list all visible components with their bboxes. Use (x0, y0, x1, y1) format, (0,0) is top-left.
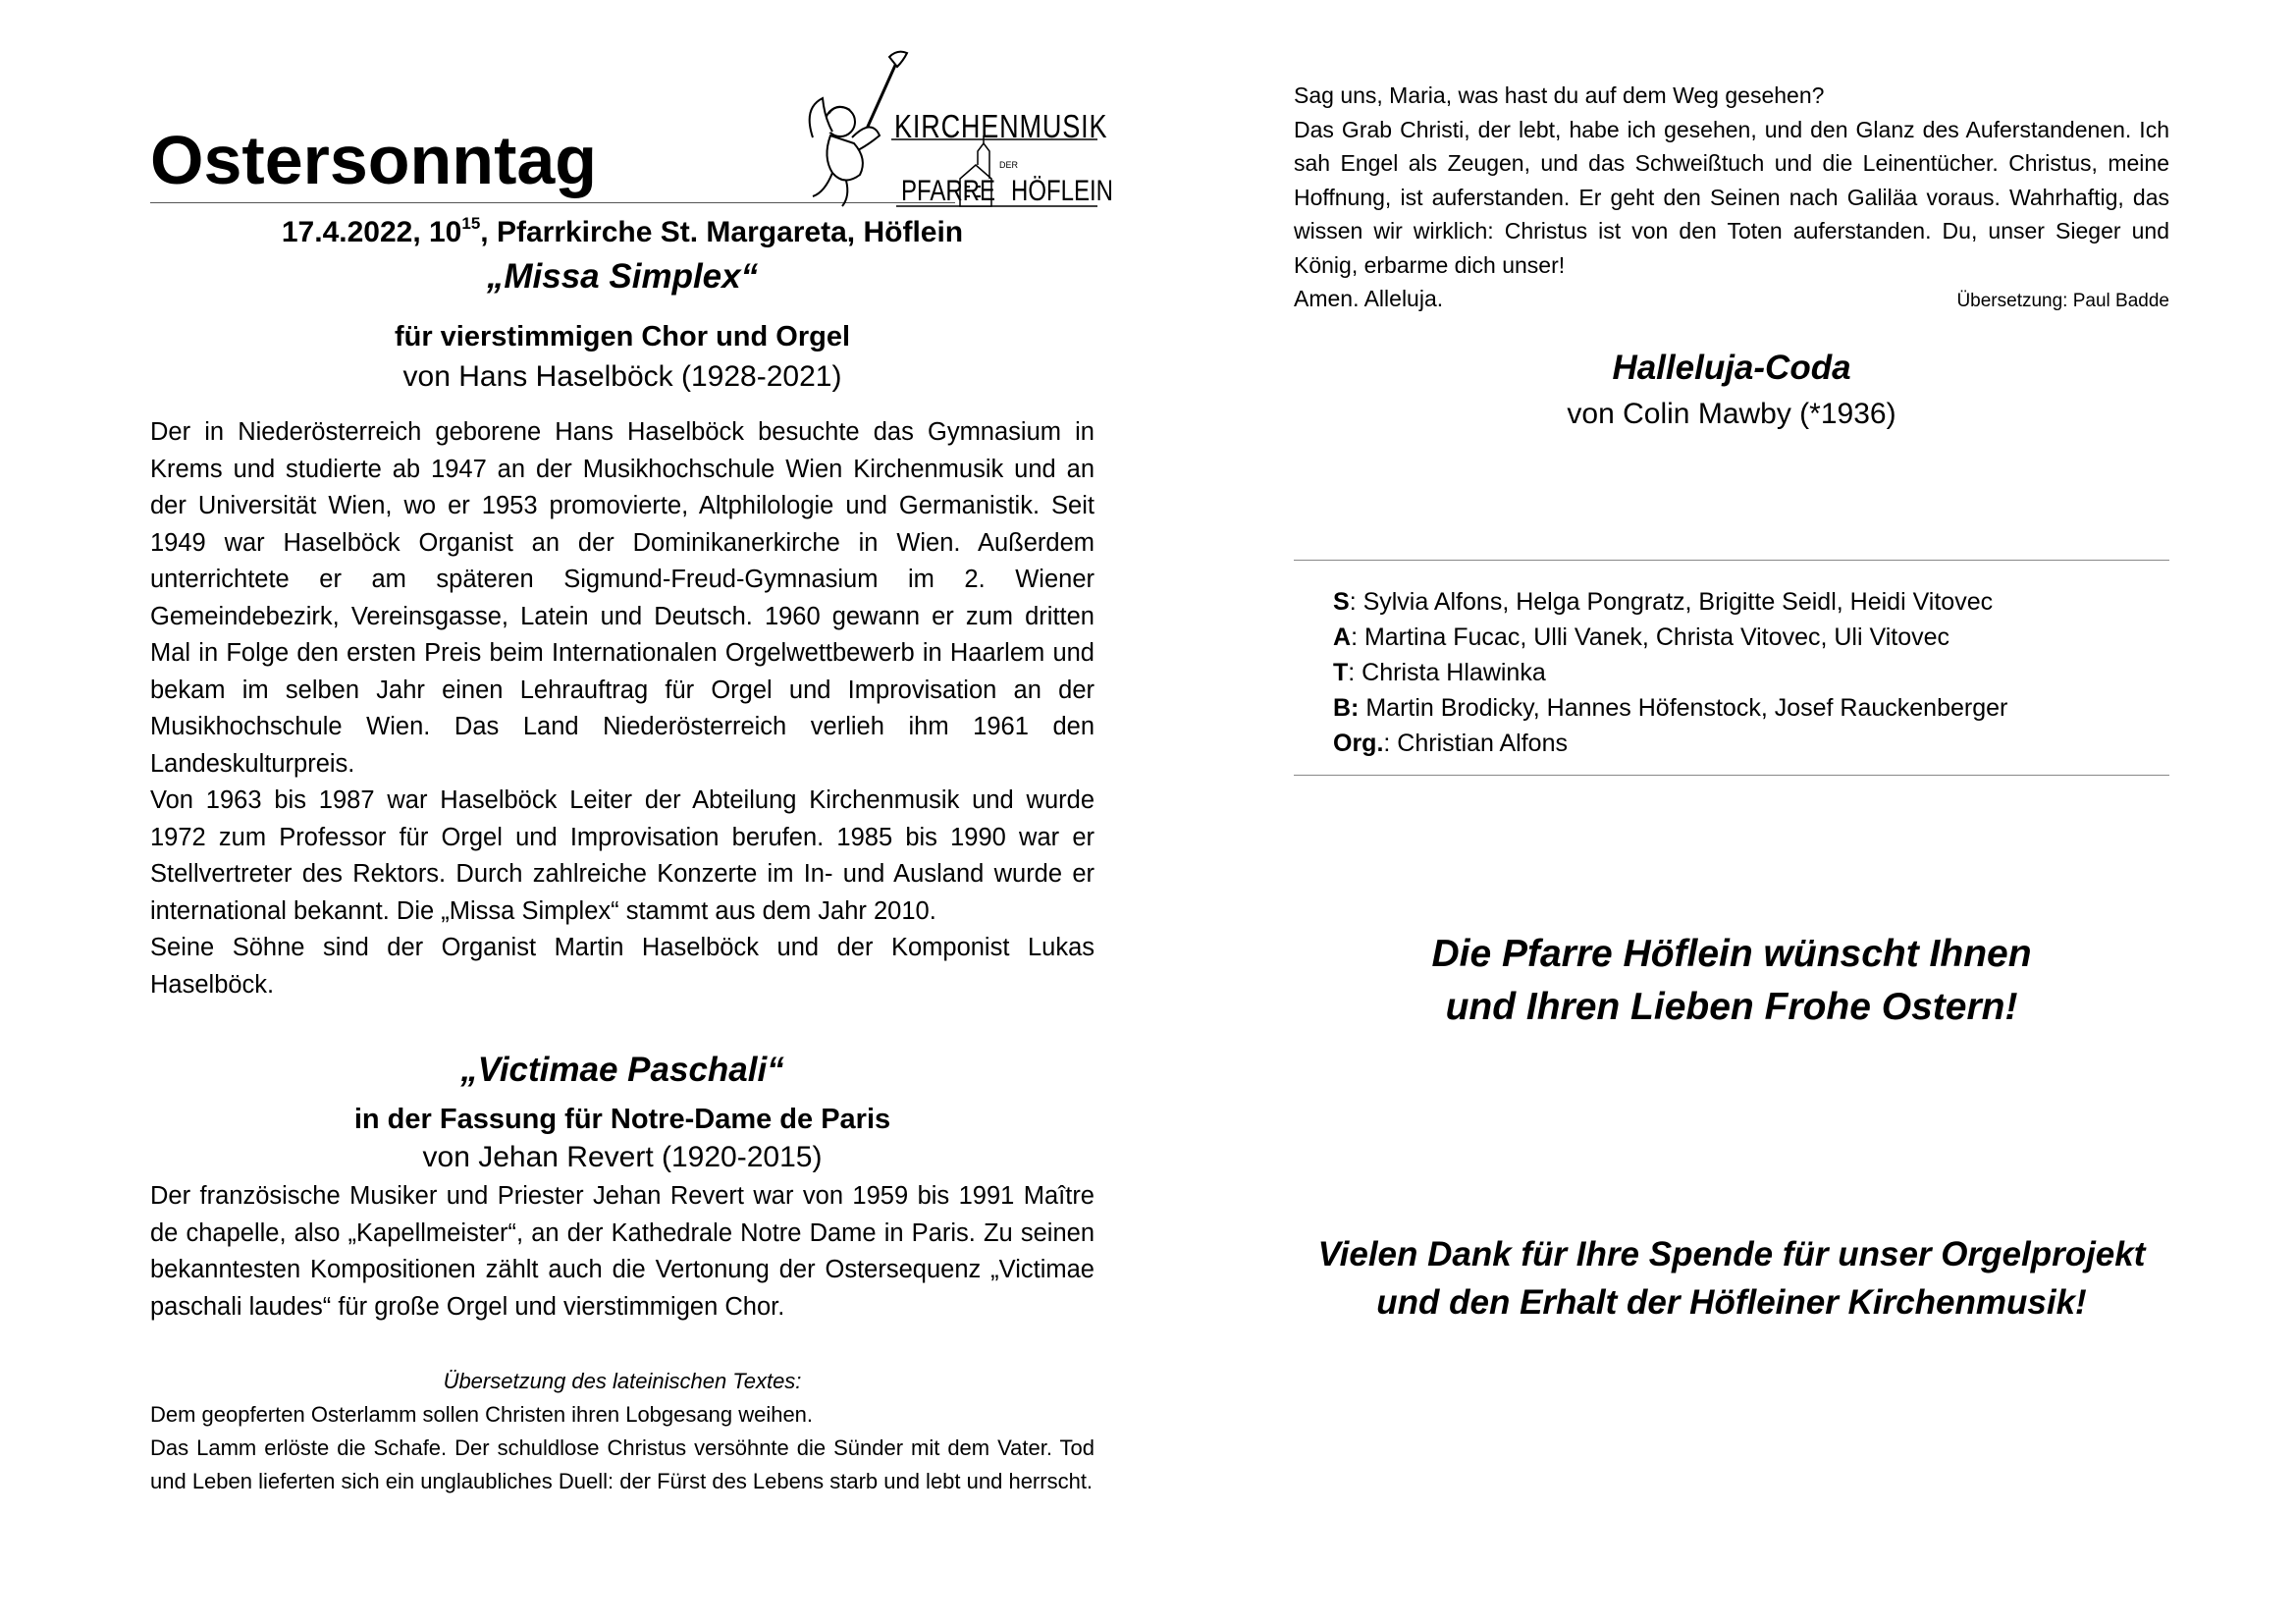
kirchenmusik-logo (803, 49, 1114, 214)
victimae-description (150, 1178, 1095, 1326)
victimae-composer: von Jehan Revert (1920-2015) (422, 1141, 823, 1173)
translation-line: Das Grab Christi, der lebt, habe ich gesehen, und den Glanz des Auferstandenen. Ich sah Engel als Zeugen, und das Schweißtuch und die Leinentücher. Christus, meine Hoffnung, ist auferstanden. Er geht den Seinen nach Galiläa voraus. Wahrhaftig, das wissen wir wirklich: Christus ist von den Toten auferstanden. Du, unser Sieger und König, erbarme dich unser! (1294, 116, 2169, 278)
amen-row (1294, 282, 2169, 319)
greeting-line: und Ihren Lieben Frohe Ostern! (1445, 986, 2018, 1028)
voice-label: T (1333, 659, 1349, 686)
victimae-subtitle: in der Fassung für Notre-Dame de Paris (353, 1104, 891, 1135)
missa-paragraph: Der in Niederösterreich geborene Hans Haselböck besuchte das Gymnasium in Krems und studierte ab 1947 an der Musikhochschule Wien Kirchenmusik und an der Universität Wien, wo er 1953 promovierte, Altphilologie und Germanistik. Seit 1949 war Haselböck Organist an der Dominikanerkirche in Wien. Außerdem unterrichtete er am späteren Sigmund-Freud-Gymnasium im 2. Wiener Gemeindebezirk, Vereinsgasse, Latein und Deutsch. 1960 gewann er zum dritten Mal in Folge den ersten Preis beim Internationalen Orgelwettbewerb in Haarlem und bekam im selben Jahr einen Lehrauftrag für Orgel und Improvisation an der Musikhochschule Wien. Das Land Niederösterreich verlieh ihm 1961 den Landeskulturpreis. (150, 418, 1095, 778)
greeting-line: Die Pfarre Höflein wünscht Ihnen (1431, 933, 2032, 975)
latin-translation (150, 1365, 1095, 1498)
amen-text: Amen. Alleluja. (1294, 286, 1444, 311)
cast-row-bass (1333, 690, 2007, 726)
missa-title: „Missa Simplex“ (486, 257, 759, 296)
missa-paragraph: Seine Söhne sind der Organist Martin Haselböck und der Komponist Lukas Haselböck. (150, 934, 1095, 999)
voice-names: : Christa Hlawinka (1348, 659, 1546, 686)
cast-row-tenor (1333, 655, 2007, 690)
voice-label: Org. (1333, 730, 1384, 757)
voice-names: : Martina Fucac, Ulli Vanek, Christa Vitovec, Uli Vitovec (1351, 623, 1950, 651)
victimae-title: „Victimae Paschali“ (460, 1051, 784, 1089)
missa-subtitle: für vierstimmigen Chor und Orgel (394, 321, 851, 352)
donation-thanks (1294, 1230, 2169, 1326)
logo-kirchenmusik: KIRCHENMUSIK (894, 108, 1108, 144)
victimae-paragraph: Der französische Musiker und Priester Jehan Revert war von 1959 bis 1991 Maître de chapelle, also „Kapellmeister“, an der Kathedrale Notre Dame in Paris. Zu seinen bekanntesten Kompositionen zählt auch die Vertonung der Ostersequenz „Victimae paschali laudes“ für große Orgel und vierstimmigen Chor. (150, 1182, 1095, 1321)
thanks-line: Vielen Dank für Ihre Spende für unser Orgelprojekt (1317, 1235, 2146, 1273)
date-location: , Pfarrkirche St. Margareta, Höflein (480, 216, 964, 248)
missa-description (150, 414, 1095, 1003)
event-date-line (150, 216, 1095, 249)
cast-divider-top (1294, 560, 2169, 561)
coda-composer: von Colin Mawby (*1936) (1567, 398, 1896, 430)
logo-der: DER (999, 160, 1019, 170)
voice-names: Martin Brodicky, Hannes Höfenstock, Josef Rauckenberger (1359, 694, 2008, 722)
translator-credit: Übersetzung: Paul Badde (1956, 291, 2169, 311)
date-time-superscript: 15 (461, 214, 481, 233)
cast-row-alto (1333, 620, 2007, 655)
page-title: Ostersonntag (150, 122, 598, 198)
missa-composer: von Hans Haselböck (1928-2021) (402, 360, 842, 393)
voice-names: : Sylvia Alfons, Helga Pongratz, Brigitte Seidl, Heidi Vitovec (1349, 588, 1994, 616)
translation-line: Dem geopferten Osterlamm sollen Christen ihren Lobgesang weihen. (150, 1402, 814, 1427)
voice-label: S (1333, 588, 1350, 616)
voice-label: B: (1333, 694, 1360, 722)
missa-paragraph: Von 1963 bis 1987 war Haselböck Leiter der Abteilung Kirchenmusik und wurde 1972 zum Professor für Orgel und Improvisation berufen. 1985 bis 1990 war er Stellvertreter des Rektors. Durch zahlreiche Konzerte im In- und Ausland wurde er international bekannt. Die „Missa Simplex“ stammt aus dem Jahr 2010. (150, 786, 1095, 925)
translation-line: Sag uns, Maria, was hast du auf dem Weg gesehen? (1294, 82, 1825, 108)
translation-caption: Übersetzung des lateinischen Textes: (443, 1369, 802, 1393)
translation-line: Das Lamm erlöste die Schafe. Der schuldlose Christus versöhnte die Sünder mit dem Vater. Tod und Leben lieferten sich ein unglaubliches Duell: der Fürst des Lebens starb und lebt und herrscht. (150, 1435, 1095, 1493)
cast-row-organ (1333, 726, 2007, 761)
easter-greeting (1294, 928, 2169, 1034)
voice-label: A (1333, 623, 1352, 651)
voice-names: : Christian Alfons (1383, 730, 1568, 757)
logo-hoeflein: HÖFLEIN (1011, 175, 1114, 207)
logo-pfarre: PFARRE (901, 175, 996, 207)
cast-row-soprano (1333, 584, 2007, 620)
thanks-line: und den Erhalt der Höfleiner Kirchenmusik! (1376, 1283, 2087, 1322)
translation-continued (1294, 79, 2169, 319)
cast-list (1333, 584, 2007, 761)
date-main: 17.4.2022, 10 (281, 216, 462, 248)
cast-divider-bottom (1294, 775, 2169, 776)
coda-title: Halleluja-Coda (1612, 349, 1851, 387)
